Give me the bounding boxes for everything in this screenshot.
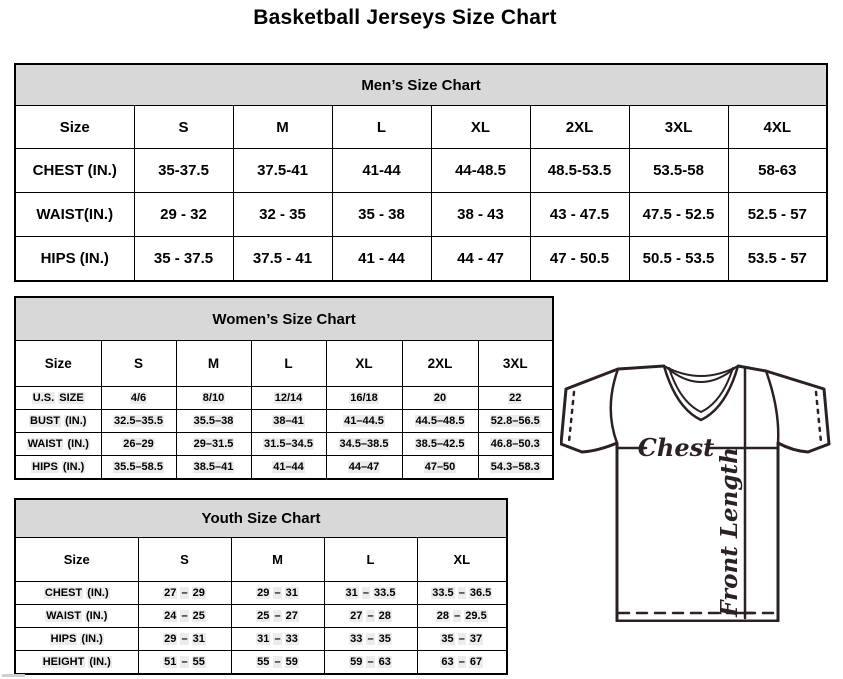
- cell: 35.5–38: [176, 410, 251, 433]
- cell: 38 - 43: [431, 193, 530, 237]
- column-header: 2XL: [402, 341, 478, 387]
- cell: 52.5 - 57: [728, 193, 827, 237]
- row-label: WAIST (IN.): [15, 605, 138, 628]
- cell: 31.5–34.5: [251, 433, 326, 456]
- cell: 54.3–58.3: [478, 456, 553, 480]
- row-label: WAIST(IN.): [15, 193, 134, 237]
- cell: 44-48.5: [431, 149, 530, 193]
- cell: 41 - 44: [332, 237, 431, 282]
- cell: 29 – 31: [231, 582, 324, 605]
- cell: 16/18: [326, 387, 402, 410]
- jersey-measurement-diagram: [560, 360, 832, 622]
- chest-label: Chest: [637, 433, 715, 462]
- cell: 43 - 47.5: [530, 193, 629, 237]
- left-sleeve-seam: [611, 369, 618, 443]
- row-label: CHEST (IN.): [15, 149, 134, 193]
- womens-size-table: [14, 296, 554, 480]
- cell: 38.5–42.5: [402, 433, 478, 456]
- cell: 8/10: [176, 387, 251, 410]
- cell: 50.5 - 53.5: [629, 237, 728, 282]
- cell: 27 – 29: [138, 582, 231, 605]
- cell: 46.8–50.3: [478, 433, 553, 456]
- cell: 22: [478, 387, 553, 410]
- cell: 37.5 - 41: [233, 237, 332, 282]
- column-header: 2XL: [530, 106, 629, 149]
- column-header: L: [251, 341, 326, 387]
- jersey-outline: [561, 366, 829, 621]
- cell: 35 - 37.5: [134, 237, 233, 282]
- vneck-inner: [669, 368, 733, 412]
- cell: 55 – 59: [231, 651, 324, 675]
- column-header: M: [233, 106, 332, 149]
- cell: 41–44.5: [326, 410, 402, 433]
- row-label: WAIST (IN.): [15, 433, 101, 456]
- cell: 29–31.5: [176, 433, 251, 456]
- column-header: S: [101, 341, 176, 387]
- mens-table-title: Men’s Size Chart: [15, 64, 827, 106]
- cell: 41-44: [332, 149, 431, 193]
- row-label: HIPS (IN.): [15, 628, 138, 651]
- cell: 53.5 - 57: [728, 237, 827, 282]
- cell: 35 – 37: [417, 628, 507, 651]
- cell: 47.5 - 52.5: [629, 193, 728, 237]
- cell: 29 - 32: [134, 193, 233, 237]
- cell: 31 – 33: [231, 628, 324, 651]
- column-header: Size: [15, 106, 134, 149]
- column-header: M: [176, 341, 251, 387]
- page-title: Basketball Jerseys Size Chart: [253, 6, 557, 29]
- womens-table-title: Women’s Size Chart: [15, 297, 553, 341]
- row-label: HEIGHT (IN.): [15, 651, 138, 675]
- cell: 47–50: [402, 456, 478, 480]
- collar-inner-arc: [666, 367, 736, 382]
- cell: 28 – 29.5: [417, 605, 507, 628]
- youth-size-table: [14, 498, 508, 675]
- column-header: S: [134, 106, 233, 149]
- row-label: HIPS (IN.): [15, 456, 101, 480]
- column-header: S: [138, 538, 231, 582]
- cell: 25 – 27: [231, 605, 324, 628]
- cell: 35.5–58.5: [101, 456, 176, 480]
- cell: 58-63: [728, 149, 827, 193]
- cell: 53.5-58: [629, 149, 728, 193]
- row-label: CHEST (IN.): [15, 582, 138, 605]
- cell: 31 – 33.5: [324, 582, 417, 605]
- column-header: XL: [431, 106, 530, 149]
- column-header: XL: [326, 341, 402, 387]
- column-header: M: [231, 538, 324, 582]
- cell: 32.5–35.5: [101, 410, 176, 433]
- cell: 37.5-41: [233, 149, 332, 193]
- cell: 51 – 55: [138, 651, 231, 675]
- cell: 4/6: [101, 387, 176, 410]
- column-header: L: [332, 106, 431, 149]
- cell: 63 – 67: [417, 651, 507, 675]
- column-header: 4XL: [728, 106, 827, 149]
- youth-table-title: Youth Size Chart: [15, 499, 507, 538]
- column-header: 3XL: [629, 106, 728, 149]
- cell: 48.5-53.5: [530, 149, 629, 193]
- cell: 33 – 35: [324, 628, 417, 651]
- row-label: BUST (IN.): [15, 410, 101, 433]
- cell: 35 - 38: [332, 193, 431, 237]
- cell: 27 – 28: [324, 605, 417, 628]
- cell: 12/14: [251, 387, 326, 410]
- cell: 44–47: [326, 456, 402, 480]
- cell: 52.8–56.5: [478, 410, 553, 433]
- cell: 38.5–41: [176, 456, 251, 480]
- front-length-label: Front Length: [716, 447, 743, 617]
- cell: 29 – 31: [138, 628, 231, 651]
- right-sleeve-seam: [766, 371, 778, 443]
- column-header: 3XL: [478, 341, 553, 387]
- cell: 44.5–48.5: [402, 410, 478, 433]
- row-label: U.S. SIZE: [15, 387, 101, 410]
- cell: 32 - 35: [233, 193, 332, 237]
- cell: 34.5–38.5: [326, 433, 402, 456]
- cell: 20: [402, 387, 478, 410]
- column-header: Size: [15, 341, 101, 387]
- row-label: HIPS (IN.): [15, 237, 134, 282]
- left-cuff-dashes: [569, 392, 574, 442]
- column-header: XL: [417, 538, 507, 582]
- column-header: L: [324, 538, 417, 582]
- cell: 33.5 – 36.5: [417, 582, 507, 605]
- cell: 38–41: [251, 410, 326, 433]
- cell: 35-37.5: [134, 149, 233, 193]
- mens-size-table: [14, 63, 828, 282]
- right-cuff-dashes: [816, 392, 821, 442]
- cell: 59 – 63: [324, 651, 417, 675]
- cell: 41–44: [251, 456, 326, 480]
- cell: 44 - 47: [431, 237, 530, 282]
- scrollbar-fragment: [2, 674, 25, 677]
- column-header: Size: [15, 538, 138, 582]
- cell: 26–29: [101, 433, 176, 456]
- cell: 47 - 50.5: [530, 237, 629, 282]
- cell: 24 – 25: [138, 605, 231, 628]
